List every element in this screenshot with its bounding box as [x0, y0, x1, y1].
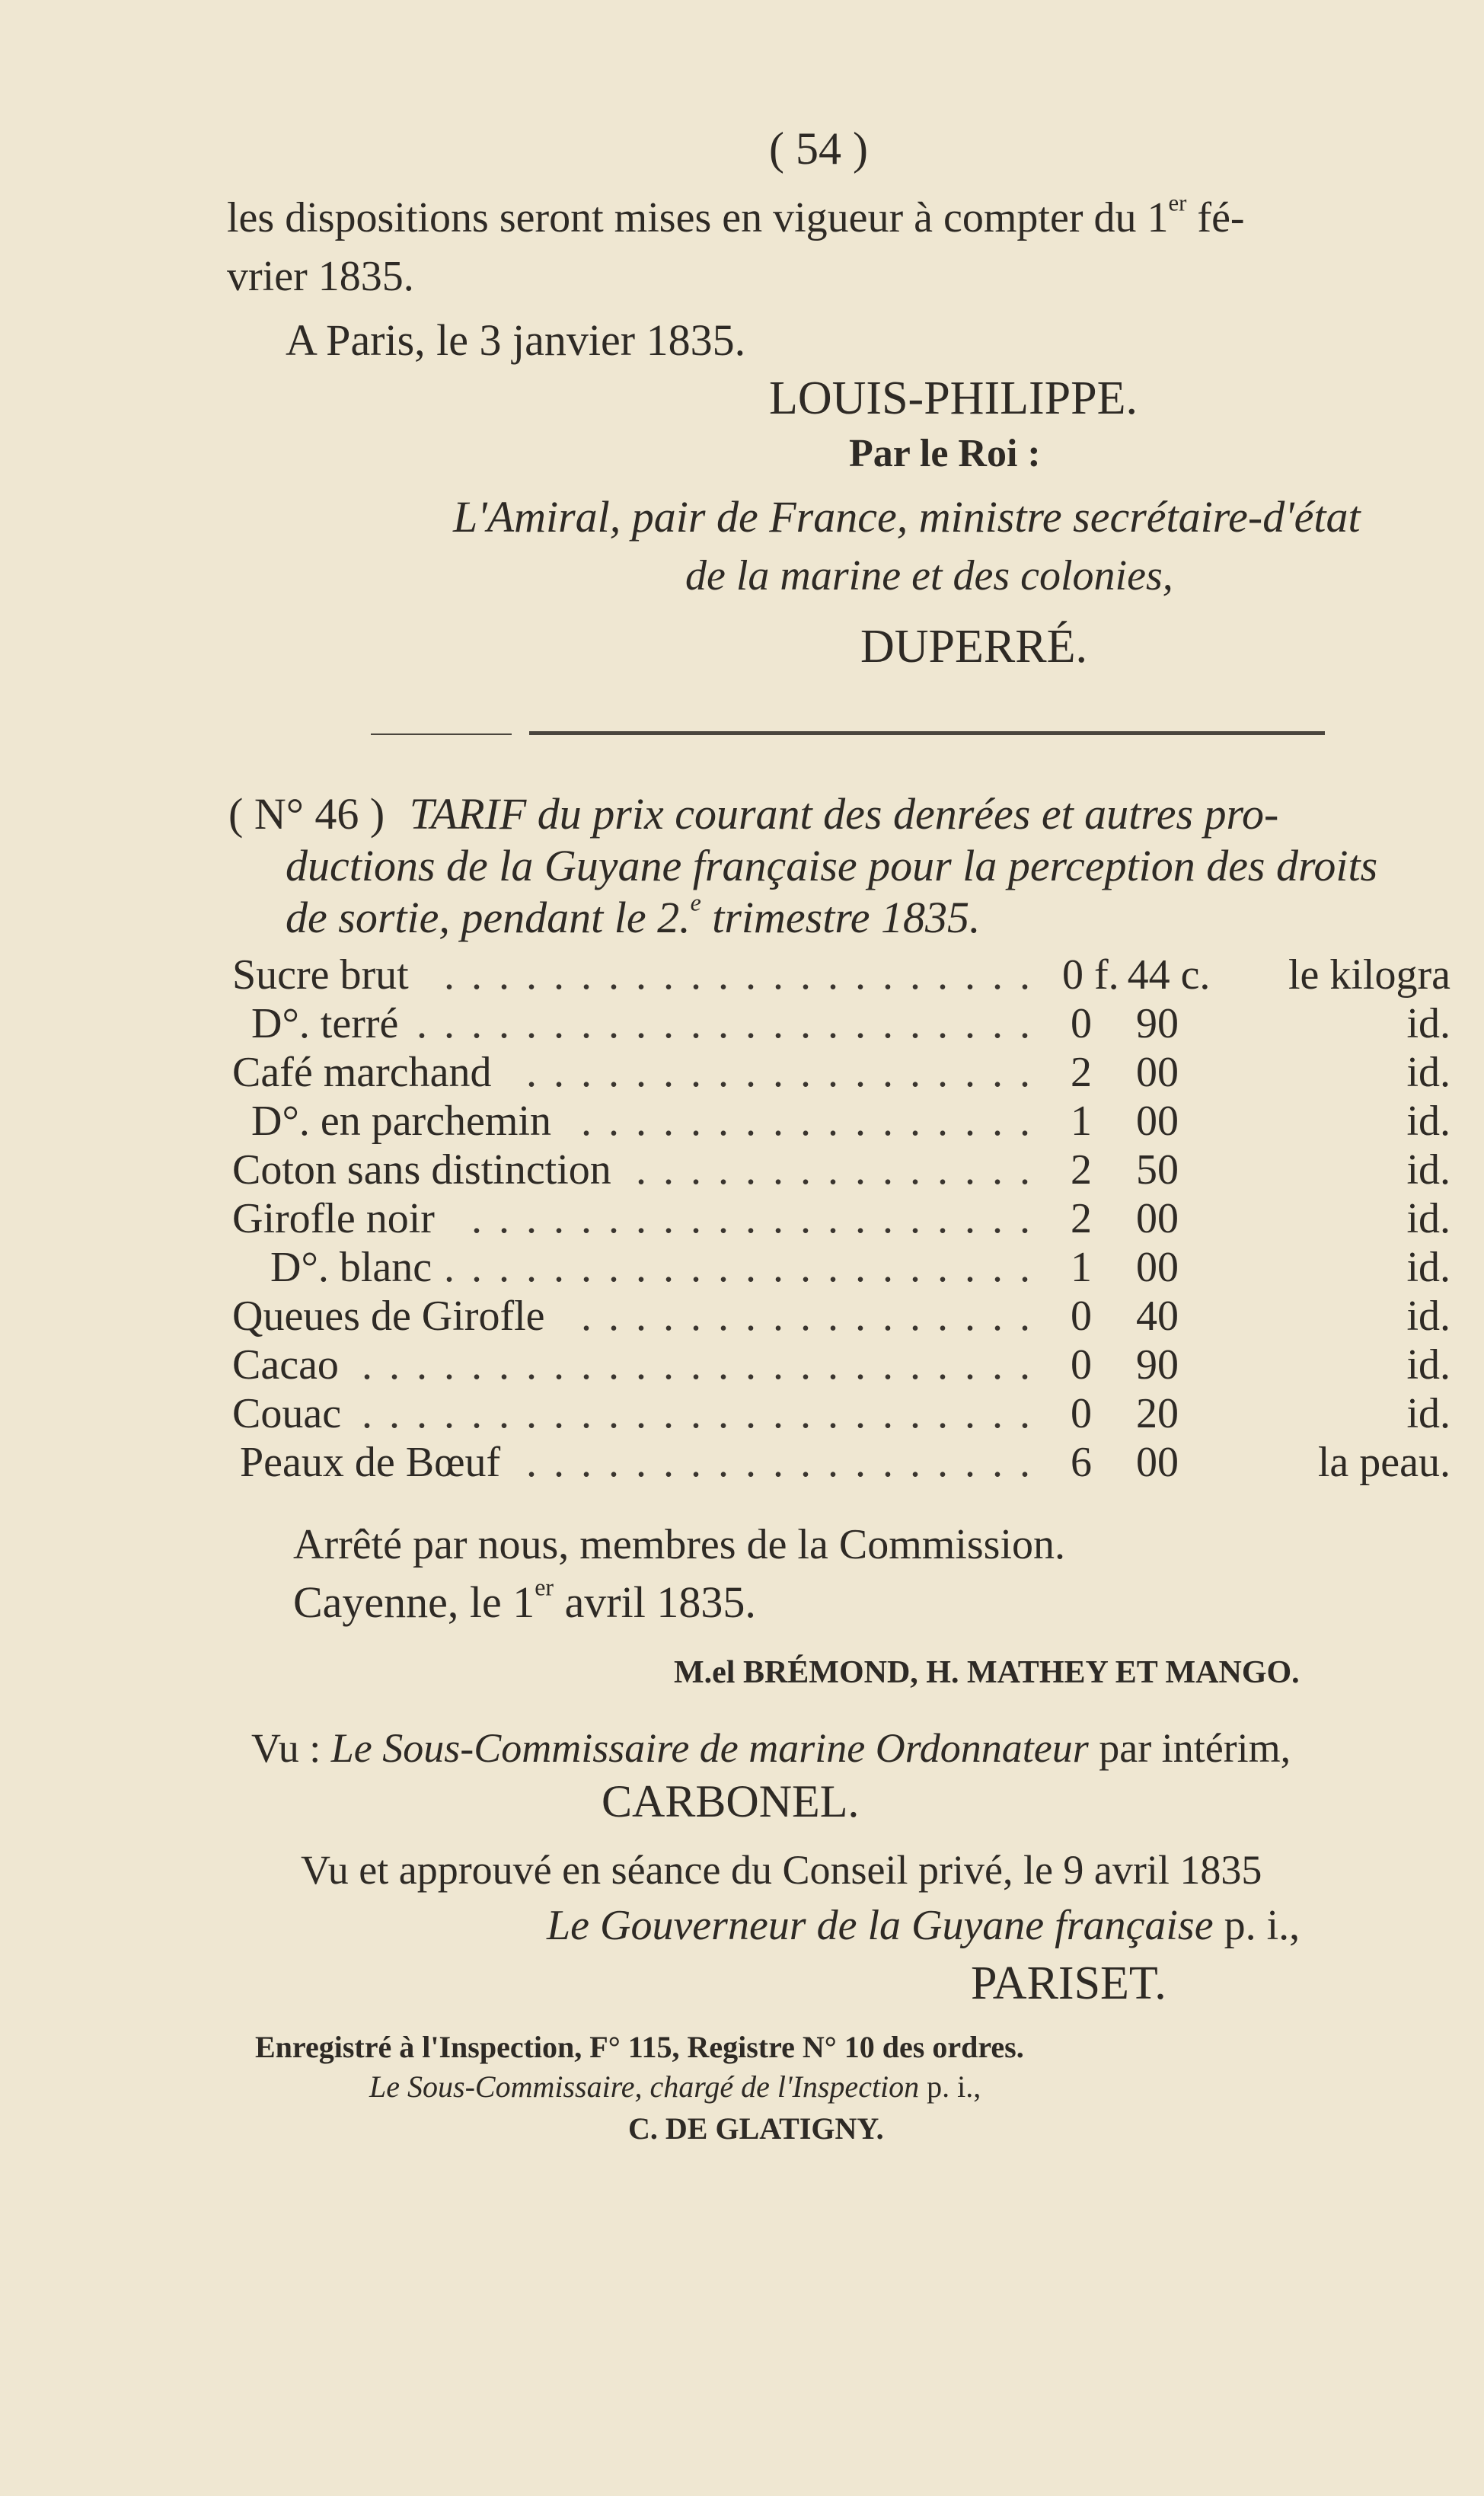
intro-text-end: fé- — [1186, 194, 1245, 241]
minister-line-1: L'Amiral, pair de France, ministre secrétaire-d'état — [453, 492, 1361, 542]
divider-main — [529, 731, 1325, 735]
gouverneur-line — [547, 1904, 1300, 1947]
tarif-francs: 2 — [1071, 1195, 1092, 1242]
sous-commissaire-suffix: p. i., — [919, 2069, 981, 2104]
tarif-item-name: Cacao — [232, 1341, 339, 1389]
tarif-francs: 0 — [1071, 1390, 1092, 1437]
commission-members: M.el BRÉMOND, H. MATHEY ET MANGO. — [674, 1655, 1300, 1690]
leader-dots: ................. — [581, 1098, 1047, 1145]
gouverneur-suffix: p. i., — [1213, 1902, 1300, 1949]
approuve-line: Vu et approuvé en séance du Conseil privé, le 9 avril 1835 — [301, 1847, 1262, 1893]
tarif-centimes: 40 — [1136, 1293, 1179, 1340]
tarif-header-line-3-text: de sortie, pendant le 2. — [286, 893, 691, 942]
tarif-title: TARIF — [409, 789, 527, 839]
leader-dots: ................. — [581, 1293, 1047, 1340]
tarif-centimes: 90 — [1136, 1000, 1179, 1047]
tarif-item-name: Queues de Girofle — [232, 1293, 545, 1340]
minister-line-2: de la marine et des colonies, — [685, 552, 1173, 599]
leader-dots: ....................... — [416, 1000, 1047, 1047]
tarif-item-name: D°. terré — [251, 1000, 399, 1047]
par-le-roi: Par le Roi : — [849, 432, 1041, 475]
sous-commissaire-line — [369, 2069, 981, 2104]
tarif-centimes: 20 — [1136, 1390, 1179, 1437]
leader-dots: ......................... — [362, 1390, 1047, 1437]
tarif-centimes: 00 — [1136, 1098, 1179, 1145]
tarif-francs: 0 — [1071, 1000, 1092, 1047]
tarif-unit: id. — [1406, 1195, 1450, 1242]
tarif-item-name: Couac — [232, 1390, 342, 1437]
leader-dots: ................... — [526, 1439, 1047, 1486]
cayenne-line — [293, 1574, 756, 1627]
minister-name: DUPERRÉ. — [860, 621, 1087, 673]
intro-sup: er — [1168, 190, 1187, 216]
intro-line-2: vrier 1835. — [227, 253, 414, 300]
tarif-item-name: Peaux de Bœuf — [240, 1439, 501, 1486]
tarif-unit: le kilogra — [1288, 951, 1450, 999]
glatigny: C. DE GLATIGNY. — [628, 2111, 884, 2146]
tarif-item-name: Coton sans distinction — [232, 1146, 611, 1194]
tarif-centimes: 00 — [1136, 1195, 1179, 1242]
vu-title: Le Sous-Commissaire de marine Ordonnateur — [330, 1725, 1089, 1771]
pariset: PARISET. — [971, 1957, 1166, 2009]
date-line: A Paris, le 3 janvier 1835. — [286, 315, 746, 365]
tarif-unit: la peau. — [1317, 1439, 1450, 1486]
tarif-unit: id. — [1406, 1244, 1450, 1291]
tarif-centimes: 00 — [1136, 1439, 1179, 1486]
leader-dots: ......................... — [362, 1341, 1047, 1389]
intro-line-1 — [227, 190, 1245, 241]
signature-king: LOUIS-PHILIPPE. — [769, 372, 1138, 424]
tarif-header-rest: du prix courant des denrées et autres pro- — [526, 789, 1279, 839]
tarif-francs: 1 — [1071, 1244, 1092, 1291]
arrete-line: Arrêté par nous, membres de la Commission. — [293, 1521, 1066, 1568]
tarif-unit: id. — [1406, 1000, 1450, 1047]
tarif-number: ( N° 46 ) — [228, 789, 385, 839]
cayenne-text: Cayenne, le 1 — [293, 1577, 535, 1627]
tarif-francs: 2 — [1071, 1049, 1092, 1096]
gouverneur-title: Le Gouverneur de la Guyane française — [547, 1902, 1214, 1949]
tarif-unit: id. — [1406, 1390, 1450, 1437]
tarif-item-name: Girofle noir — [232, 1195, 435, 1242]
leader-dots: ...................... — [444, 951, 1047, 999]
tarif-francs: 2 — [1071, 1146, 1092, 1194]
cayenne-sup: er — [535, 1574, 554, 1601]
tarif-francs: 0 f. — [1062, 951, 1119, 999]
intro-text: les dispositions seront mises en vigueur à compter du 1 — [227, 194, 1169, 241]
tarif-centimes: 00 — [1136, 1049, 1179, 1096]
tarif-header-line-3 — [286, 889, 981, 942]
carbonel: CARBONEL. — [602, 1776, 860, 1826]
tarif-centimes: 44 c. — [1127, 951, 1211, 999]
tarif-unit: id. — [1406, 1049, 1450, 1096]
page-number: ( 54 ) — [769, 123, 868, 174]
vu-suffix: par intérim, — [1088, 1725, 1291, 1771]
tarif-francs: 0 — [1071, 1341, 1092, 1389]
tarif-item-name: Sucre brut — [232, 951, 409, 999]
vu-prefix: Vu : — [251, 1725, 331, 1771]
cayenne-end: avril 1835. — [554, 1577, 756, 1627]
tarif-centimes: 90 — [1136, 1341, 1179, 1389]
tarif-francs: 1 — [1071, 1098, 1092, 1145]
leader-dots: ...................... — [444, 1244, 1047, 1291]
vu-line — [251, 1727, 1291, 1769]
tarif-item-name: D°. en parchemin — [251, 1098, 552, 1145]
tarif-header-line-3-end: trimestre 1835. — [701, 893, 981, 942]
tarif-header-line-2: ductions de la Guyane française pour la perception des droits — [286, 841, 1378, 890]
tarif-centimes: 00 — [1136, 1244, 1179, 1291]
tarif-item-name: D°. blanc — [270, 1244, 432, 1291]
tarif-unit: id. — [1406, 1293, 1450, 1340]
tarif-unit: id. — [1406, 1098, 1450, 1145]
tarif-header-line-1 — [228, 789, 1279, 839]
leader-dots: ..................... — [471, 1195, 1047, 1242]
tarif-unit: id. — [1406, 1341, 1450, 1389]
sous-commissaire-title: Le Sous-Commissaire, chargé de l'Inspection — [369, 2069, 920, 2104]
leader-dots: ................... — [526, 1049, 1047, 1096]
enregistre-line: Enregistré à l'Inspection, F° 115, Registre N° 10 des ordres. — [255, 2030, 1024, 2064]
tarif-unit: id. — [1406, 1146, 1450, 1194]
tarif-header-sup: e — [690, 889, 701, 916]
divider-left — [371, 733, 512, 735]
tarif-francs: 6 — [1071, 1439, 1092, 1486]
tarif-centimes: 50 — [1136, 1146, 1179, 1194]
leader-dots: ............... — [636, 1146, 1047, 1194]
tarif-francs: 0 — [1071, 1293, 1092, 1340]
tarif-item-name: Café marchand — [232, 1049, 492, 1096]
